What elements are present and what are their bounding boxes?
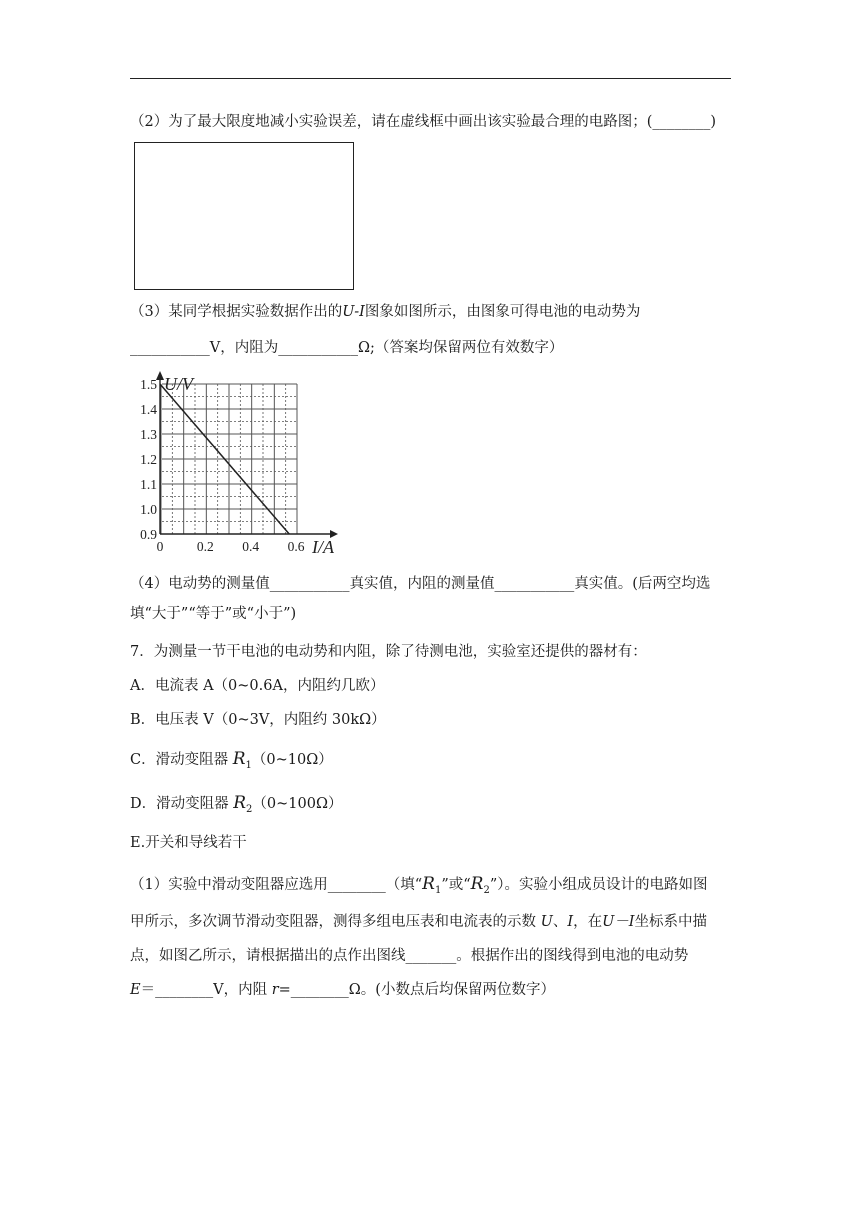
- y-tick-label: 0.9: [140, 527, 157, 542]
- q3-line-2: ___________V，内阻为___________Ω;（答案均保留两位有效数字）: [130, 340, 564, 356]
- y-tick-label: 1.5: [140, 377, 157, 392]
- x-tick-label: 0.4: [242, 539, 260, 554]
- circuit-drawing-box[interactable]: [134, 142, 354, 290]
- x-tick-label: 0: [156, 539, 164, 554]
- ui-graph: [130, 368, 360, 560]
- option-d: D．滑动变阻器 $R_2(0\sim 100\Omega)$: [130, 793, 343, 815]
- x-tick-label: 0.2: [196, 539, 214, 554]
- header-rule: [130, 78, 731, 79]
- option-b: B．电压表 V（0~3V，内阻约 30kΩ）: [130, 712, 386, 728]
- q7-stem: 7．为测量一节干电池的电动势和内阻，除了待测电池，实验室还提供的器材有：: [130, 644, 647, 660]
- y-tick-label: 1.2: [140, 452, 157, 467]
- option-a: A．电流表 A（0~0.6A，内阻约几欧）: [130, 678, 385, 694]
- y-tick-label: 1.0: [140, 502, 157, 517]
- q3-line-1: （3）某同学根据实验数据作出的U-I图象如图所示，由图象可得电池的电动势为: [130, 304, 641, 320]
- q2-text: （2）为了最大限度地减小实验误差，请在虚线框中画出该实验最合理的电路图；(________): [130, 114, 717, 130]
- y-tick-label: 1.4: [140, 402, 157, 417]
- y-axis-label: U/V: [164, 374, 193, 394]
- option-c: C．滑动变阻器 $R_1(0\sim 10\Omega)$: [130, 749, 333, 771]
- x-axis-label: I/A: [312, 537, 334, 557]
- y-tick-label: 1.3: [140, 427, 157, 442]
- y-tick-label: 1.1: [140, 477, 157, 492]
- y-axis-arrow: [156, 371, 164, 380]
- q4-line-1: （4）电动势的测量值___________真实值，内阻的测量值___________真实值。(后两空均选: [130, 576, 711, 592]
- option-e: E.开关和导线若干: [130, 835, 247, 851]
- q4-line-2: 填“大于”“等于”或“小于”): [130, 606, 297, 622]
- x-tick-label: 0.6: [287, 539, 305, 554]
- q7-part1-line-4: E＝________V，内阻 r=________Ω。(小数点后均保留两位数字）: [130, 982, 555, 998]
- chart-grid: [161, 384, 297, 534]
- q7-part1-line-2: 甲所示，多次调节滑动变阻器，测得多组电压表和电流表的示数 U、I，在U－I坐标系中描: [130, 914, 708, 930]
- chart-ticks: [140, 377, 305, 554]
- q7-part1-line-3: 点，如图乙所示，请根据描出的点作出图线_______。根据作出的图线得到电池的电动势: [130, 948, 689, 964]
- q7-part1-line-1: （1）实验中滑动变阻器应选用________（填“$R_1$”或“$R_2$”）。实验小组成员设计的电路如图: [130, 874, 708, 896]
